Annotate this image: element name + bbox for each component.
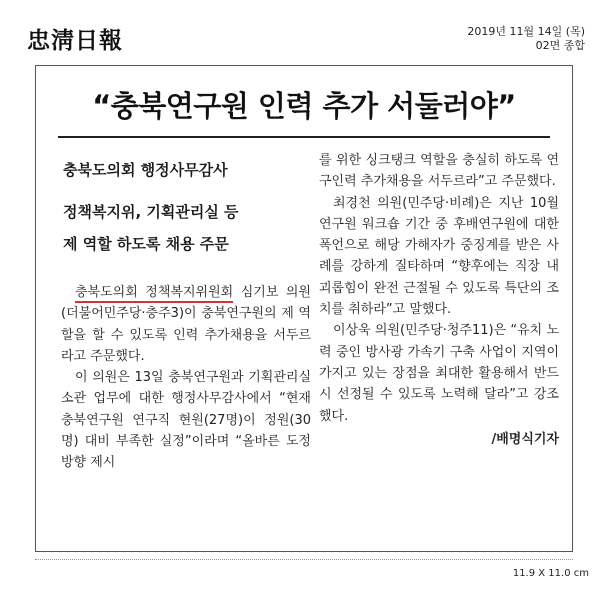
underlined-phrase: 충북도의회 정책복지위원회 [75,285,233,303]
newspaper-masthead: 忠淸日報 [27,27,123,54]
publication-info [467,25,585,53]
body-paragraph [61,282,311,367]
page-number: 02면 종합 [535,39,585,52]
publication-date: 2019년 11월 14일 (목) [467,25,585,38]
left-body [61,282,311,474]
body-paragraph: 를 위한 싱크탱크 역할을 충실히 하도록 연구인력 추가채용을 서두르라”고 주문했다. [319,153,559,190]
subheadline-secondary [63,196,311,260]
headline-rule [58,136,550,138]
article-headline: “충북연구원 인력 추가 서둘러야” [92,89,516,123]
subheadline-line: 제 역할 하도록 채용 주문 [63,235,229,253]
paragraph-text: 심기보 의원(더불어민주당·충주3)이 충북연구원의 제 역할을 할 수 있도록 인력 추가채용을 서두르라고 주문했다. [61,285,311,364]
reporter-byline: /배명식기자 [491,431,559,447]
clipping-size: 11.9 X 11.0 cm [512,568,589,579]
body-paragraph: 이 의원은 13일 충북연구원과 기획관리실 소관 업무에 대한 행정사무감사에서 “현재 충북연구원 연구직 현원(27명)이 정원(30명) 대비 부족한 실정”이라며 “올바른 도정 방향 제시 [61,370,311,471]
clipping-divider [35,559,573,560]
article-clipping [35,65,573,552]
left-column [61,152,311,474]
body-paragraph: 최경천 의원(민주당·비례)은 지난 10월 연구원 워크숍 기간 중 후배연구원에 대한 폭언으로 해당 가해자가 중징계를 받은 사례를 강하게 질타하며 “향후에는 직장 내 괴롭힘이 완전 근절될 수 있도록 특단의 조치를 취하라”고 말했다. [319,195,559,318]
right-column [319,150,559,447]
subheadline-line: 정책복지위, 기획관리실 등 [63,203,239,221]
body-paragraph: 이상욱 의원(민주당·청주11)은 “유치 노력 중인 방사광 가속기 구축 사업이 지역이 가지고 있는 장점을 최대한 활용해서 반드시 선정될 수 있도록 노력해 달라”고 강조했다. [319,323,559,424]
subheadline-primary: 충북도의회 행정사무감사 [63,161,228,179]
